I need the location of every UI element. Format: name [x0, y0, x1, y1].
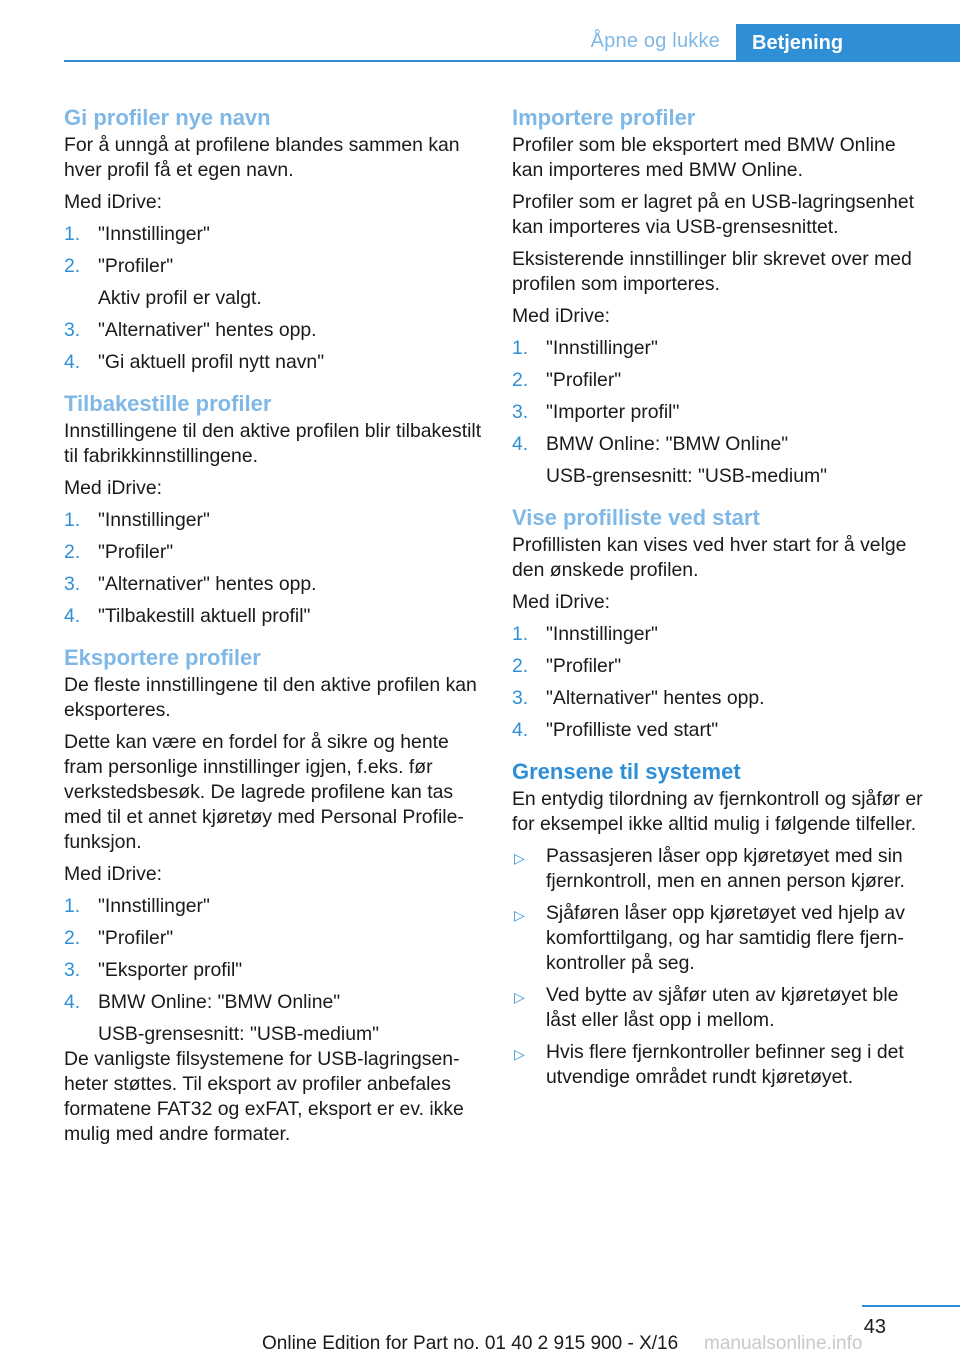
step-item	[64, 572, 484, 597]
step-text: "Profiler"	[98, 927, 174, 949]
step-item	[64, 318, 484, 343]
section-export-profiles	[64, 643, 484, 1147]
bullet-item	[512, 1040, 932, 1090]
step-text: "Alternativer" hentes opp.	[546, 687, 765, 709]
header-rule	[64, 60, 960, 62]
step-number: 2.	[512, 369, 529, 391]
step-number: 4.	[512, 433, 529, 455]
step-number: 2.	[64, 255, 81, 277]
paragraph: Profiler som er lagret på en USB-lagringsenhet kan importeres via USB-grensesnittet.	[512, 191, 915, 238]
step-text: "Profiler"	[546, 369, 622, 391]
step-text: "Gi aktuell profil nytt navn"	[98, 351, 325, 373]
bullet-text: Sjåføren låser opp kjøretøyet ved hjelp av komforttilgang, og har samtidig flere fjernkontroller på seg.	[546, 902, 905, 974]
step-item	[64, 508, 484, 533]
step-subtext: USB-grensesnitt: "USB-medium"	[546, 465, 828, 487]
step-number: 3.	[64, 573, 81, 595]
step-item	[64, 350, 484, 375]
step-text: "Alternativer" hentes opp.	[98, 573, 317, 595]
step-item	[512, 622, 932, 647]
step-number: 1.	[512, 337, 529, 359]
triangle-bullet-icon: ▷	[514, 907, 525, 923]
page-number: 43	[863, 1316, 886, 1338]
step-item	[512, 336, 932, 361]
paragraph: Med iDrive:	[64, 863, 163, 885]
paragraph: Med iDrive:	[64, 191, 163, 213]
step-text: "Innstillinger"	[98, 509, 210, 531]
step-text: BMW Online: "BMW Online"	[546, 433, 789, 455]
heading-rename-profiles: Gi profiler nye navn	[64, 105, 271, 130]
step-text: "Profiler"	[98, 255, 174, 277]
step-number: 3.	[64, 319, 81, 341]
step-item	[64, 990, 484, 1047]
section-rename-profiles	[64, 103, 484, 375]
step-number: 3.	[512, 687, 529, 709]
steps-list	[64, 508, 484, 629]
step-number: 3.	[64, 959, 81, 981]
step-text: "Innstillinger"	[546, 623, 658, 645]
step-item	[512, 718, 932, 743]
left-column	[64, 103, 484, 1154]
triangle-bullet-icon: ▷	[514, 850, 525, 866]
heading-reset-profiles: Tilbakestille profiler	[64, 391, 272, 416]
header-chapter-tab: Betjening	[736, 24, 960, 62]
step-number: 1.	[64, 223, 81, 245]
paragraph: Med iDrive:	[512, 591, 611, 613]
step-number: 2.	[64, 541, 81, 563]
bullet-text: Passasjeren låser opp kjøretøyet med sin fjernkontroll, men en annen person kjører.	[546, 845, 905, 892]
bullet-item	[512, 844, 932, 894]
heading-system-limits: Grensene til systemet	[512, 759, 741, 784]
step-item	[512, 368, 932, 393]
step-number: 4.	[512, 719, 529, 741]
steps-list	[64, 894, 484, 1047]
step-subtext: USB-grensesnitt: "USB-medium"	[98, 1023, 380, 1045]
step-number: 3.	[512, 401, 529, 423]
bullet-item	[512, 901, 932, 976]
step-number: 1.	[512, 623, 529, 645]
step-item	[64, 540, 484, 565]
paragraph: Dette kan være en fordel for å sikre og hente fram personlige innstillinger igjen, f.eks. før verkstedsbesøk. De lagrede profilene kan tas med til et annet kjøretøy med Personal Profile-funksjon.	[64, 731, 464, 853]
step-item	[64, 222, 484, 247]
paragraph: Profillisten kan vises ved hver start for å velge den ønskede profilen.	[512, 534, 907, 581]
step-item	[512, 654, 932, 679]
step-text: "Importer profil"	[546, 401, 680, 423]
step-number: 4.	[64, 991, 81, 1013]
right-column	[512, 103, 932, 1097]
step-text: "Innstillinger"	[98, 223, 210, 245]
heading-profile-list-at-start: Vise profilliste ved start	[512, 505, 760, 530]
step-item	[512, 400, 932, 425]
step-number: 4.	[64, 605, 81, 627]
paragraph: Med iDrive:	[512, 305, 611, 327]
paragraph: De vanligste filsystemene for USB-lagringsenheter støttes. Til eksport av profiler anbefales formatene FAT32 og exFAT, eksport er ev. ikke mulig med andre formater.	[64, 1048, 464, 1145]
step-text: BMW Online: "BMW Online"	[98, 991, 341, 1013]
step-text: "Profilliste ved start"	[546, 719, 719, 741]
header-section-title: Åpne og lukke	[590, 30, 720, 52]
watermark: manualsonline.info	[704, 1333, 863, 1354]
step-item	[64, 254, 484, 311]
paragraph: De fleste innstillingene til den aktive profilen kan eksporteres.	[64, 674, 477, 721]
triangle-bullet-icon: ▷	[514, 989, 525, 1005]
heading-import-profiles: Importere profiler	[512, 105, 696, 130]
heading-export-profiles: Eksportere profiler	[64, 645, 261, 670]
footer-rule	[862, 1305, 960, 1307]
step-item	[64, 604, 484, 629]
section-reset-profiles	[64, 389, 484, 629]
step-item	[64, 958, 484, 983]
step-number: 4.	[64, 351, 81, 373]
step-text: "Innstillinger"	[98, 895, 210, 917]
step-number: 2.	[512, 655, 529, 677]
paragraph: En entydig tilordning av fjernkontroll og sjåfør er for eksempel ikke alltid mulig i følgende tilfeller.	[512, 788, 923, 835]
step-text: "Tilbakestill aktuell profil"	[98, 605, 311, 627]
paragraph: Profiler som ble eksportert med BMW Online kan importeres med BMW Online.	[512, 134, 896, 181]
section-system-limits	[512, 757, 932, 1090]
step-number: 1.	[64, 895, 81, 917]
step-item	[64, 894, 484, 919]
step-item	[512, 432, 932, 489]
footer-edition-text: Online Edition for Part no. 01 40 2 915 900 - X/16	[262, 1333, 679, 1354]
paragraph: Innstillingene til den aktive profilen blir tilbakestilt til fabrikkinnstillingene.	[64, 420, 482, 467]
step-subtext: Aktiv profil er valgt.	[98, 287, 262, 309]
step-text: "Alternativer" hentes opp.	[98, 319, 317, 341]
step-item	[512, 686, 932, 711]
step-number: 1.	[64, 509, 81, 531]
paragraph: Eksisterende innstillinger blir skrevet over med profilen som importeres.	[512, 248, 912, 295]
section-import-profiles	[512, 103, 932, 489]
steps-list	[64, 222, 484, 375]
steps-list	[512, 622, 932, 743]
paragraph: For å unngå at profilene blandes sammen kan hver profil få et egen navn.	[64, 134, 460, 181]
triangle-bullet-icon: ▷	[514, 1046, 525, 1062]
paragraph: Med iDrive:	[64, 477, 163, 499]
bullet-text: Ved bytte av sjåfør uten av kjøretøyet ble låst eller låst opp i mellom.	[546, 984, 899, 1031]
step-number: 2.	[64, 927, 81, 949]
section-profile-list-at-start	[512, 503, 932, 743]
bullet-item	[512, 983, 932, 1033]
step-item	[64, 926, 484, 951]
step-text: "Innstillinger"	[546, 337, 658, 359]
step-text: "Eksporter profil"	[98, 959, 243, 981]
step-text: "Profiler"	[98, 541, 174, 563]
bullet-list	[512, 844, 932, 1090]
step-text: "Profiler"	[546, 655, 622, 677]
bullet-text: Hvis flere fjernkontroller befinner seg i det utvendige området rundt kjøretøyet.	[546, 1041, 904, 1088]
steps-list	[512, 336, 932, 489]
